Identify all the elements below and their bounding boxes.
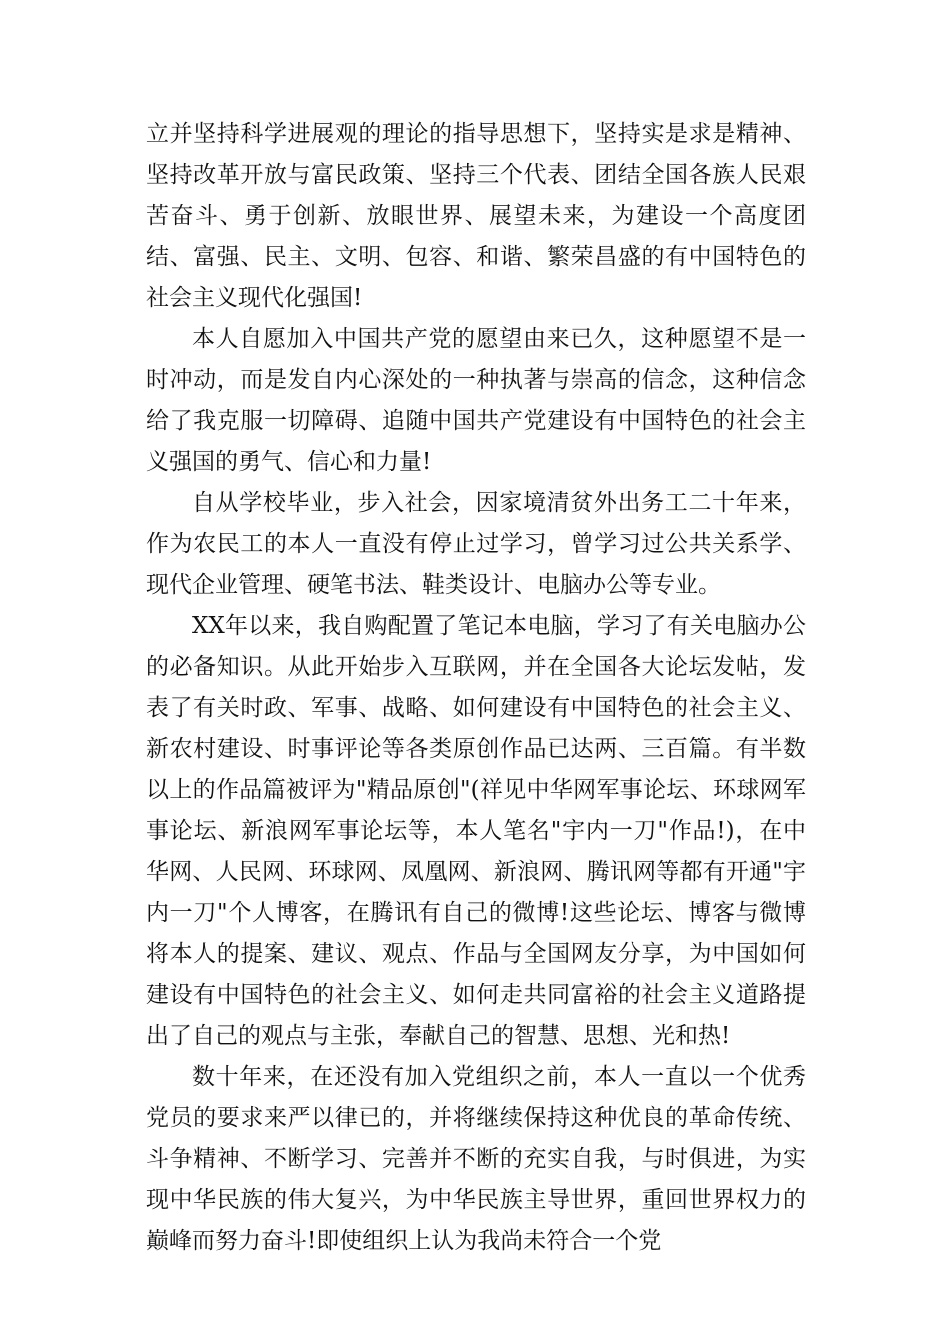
paragraph-4: XX年以来，我自购配置了笔记本电脑，学习了有关电脑办公的必备知识。从此开始步入互联网，并在全国各大论坛发帖，发表了有关时政、军事、战略、如何建设有中国特色的社会主义、新农村建设、时事评论等各类原创作品已达两、三百篇。有半数以上的作品篇被评为"精品原创"(祥见中华网军事论坛、环球网军事论坛、新浪网军事论坛等，本人笔名"宇内一刀"作品!)，在中华网、人民网、环球网、凤凰网、新浪网、腾讯网等都有开通"宇内一刀"个人博客，在腾讯有自己的微博!这些论坛、博客与微博将本人的提案、建议、观点、作品与全国网友分享，为中国如何建设有中国特色的社会主义、如何走共同富裕的社会主义道路提出了自己的观点与主张，奉献自己的智慧、思想、光和热! — [146, 613, 806, 1049]
paragraph-3: 自从学校毕业，步入社会，因家境清贫外出务工二十年来，作为农民工的本人一直没有停止过学习，曾学习过公共关系学、现代企业管理、硬笔书法、鞋类设计、电脑办公等专业。 — [146, 490, 806, 598]
paragraph-1: 立并坚持科学进展观的理论的指导思想下，坚持实是求是精神、坚持改革开放与富民政策、坚持三个代表、团结全国各族人民艰苦奋斗、勇于创新、放眼世界、展望未来，为建设一个高度团结、富强、民主、文明、包容、和谐、繁荣昌盛的有中国特色的社会主义现代化强国! — [146, 121, 806, 311]
paragraph-2: 本人自愿加入中国共产党的愿望由来已久，这种愿望不是一时冲动，而是发自内心深处的一种执著与崇高的信念，这种信念给了我克服一切障碍、追随中国共产党建设有中国特色的社会主义强国的勇气、信心和力量! — [146, 326, 806, 475]
document-page — [146, 114, 806, 1262]
paragraph-5: 数十年来，在还没有加入党组织之前，本人一直以一个优秀党员的要求来严以律已的，并将继续保持这种优良的革命传统、斗争精神、不断学习、完善并不断的充实自我，与时俱进，为实现中华民族的伟大复兴，为中华民族主导世界，重回世界权力的巅峰而努力奋斗!即使组织上认为我尚未符合一个党 — [146, 1064, 806, 1254]
